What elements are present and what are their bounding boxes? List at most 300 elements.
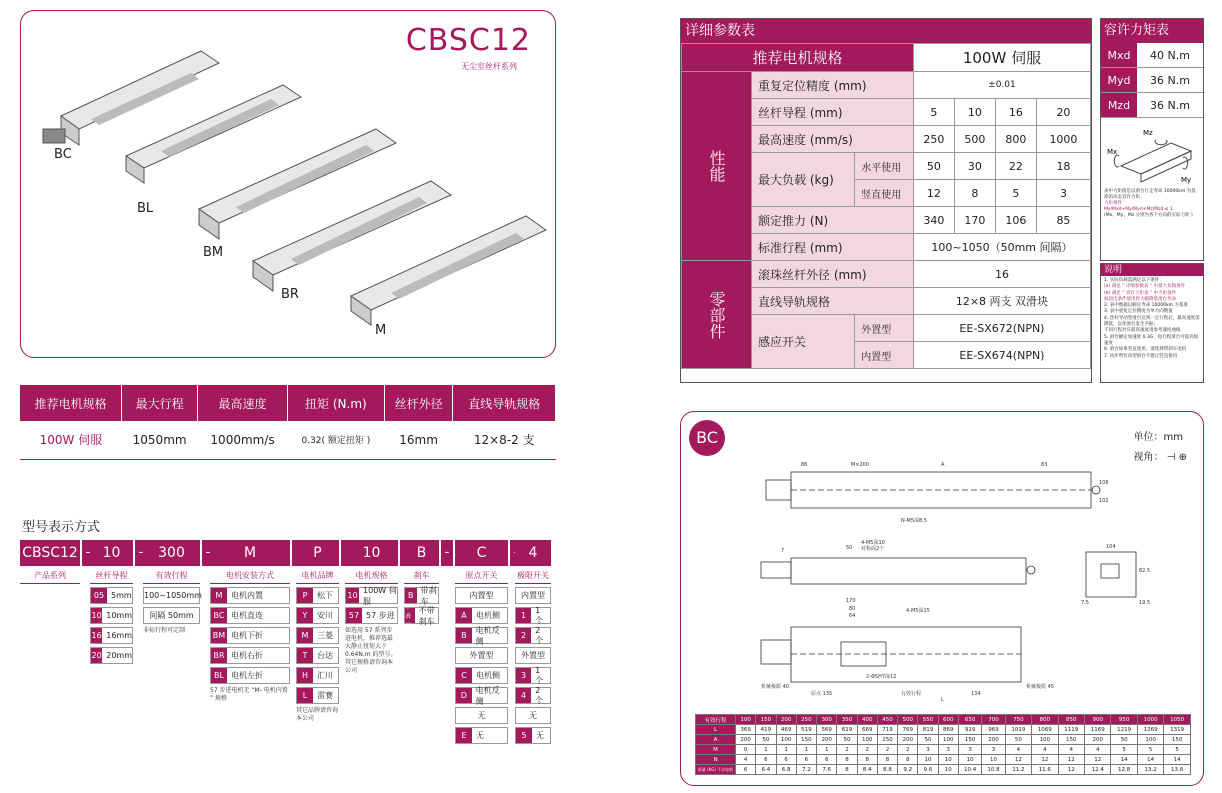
- param-label: 感应开关: [752, 315, 855, 369]
- dim-cell: 8.8: [877, 765, 897, 775]
- dim-cell: 8: [837, 755, 857, 765]
- model-subtitle: 无尘室丝杆系列: [461, 62, 517, 71]
- perf-label: 性能: [682, 72, 752, 261]
- dim-cell: 13.2: [1137, 765, 1163, 775]
- variant-label-bc: BC: [54, 147, 72, 162]
- dim-cell: 50: [756, 735, 776, 745]
- stroke-header: 100: [736, 715, 756, 725]
- option-code: T: [297, 648, 313, 663]
- dim-label: 19.5: [1139, 600, 1151, 606]
- option-code: H: [297, 668, 313, 683]
- dim-cell: 1219: [1111, 725, 1137, 735]
- dim-cell: 569: [817, 725, 837, 735]
- dim-label: N-M5深8.5: [901, 518, 927, 524]
- params-title: 详细参数表: [681, 19, 1091, 43]
- param-label: 最大负载 (kg): [752, 153, 855, 207]
- dim-cell: 14: [1164, 755, 1191, 765]
- dim-label: 7: [781, 548, 785, 554]
- dim-cell: 100: [1137, 735, 1163, 745]
- dim-cell: 12: [1005, 755, 1031, 765]
- dim-row-label: L: [696, 725, 736, 735]
- moment-title: 容许力矩表: [1101, 19, 1203, 43]
- moment-note: 表中力矩值是以滑台行走寿命 10000km 为基准的动态容许力矩。: [1104, 189, 1196, 200]
- param-sublabel: 水平使用: [855, 153, 914, 180]
- dim-label: 机械极限 40: [761, 684, 789, 690]
- dim-cell: 150: [1058, 735, 1084, 745]
- param-value: EE-SX674(NPN): [913, 342, 1090, 369]
- dim-cell: 8: [877, 755, 897, 765]
- option-value: 电机左折: [231, 671, 263, 680]
- code-option: [515, 727, 551, 744]
- dim-cell: 10.8: [982, 765, 1005, 775]
- code-option: [455, 667, 508, 684]
- option-value: 内置型: [521, 591, 545, 600]
- option-code: 5: [516, 728, 532, 743]
- stroke-header: 950: [1111, 715, 1137, 725]
- dim-cell: 7.6: [817, 765, 837, 775]
- option-code: 4: [516, 688, 531, 703]
- option-code: BR: [211, 648, 227, 663]
- variant-label-m: M: [375, 323, 387, 338]
- dim-row-label: A: [696, 735, 736, 745]
- code-option: [296, 607, 339, 624]
- code-separator: -: [441, 540, 453, 566]
- variant-label-br: BR: [281, 287, 299, 302]
- explain-item: 5. 滑台额定加速度 0.3G，短行程滑台可提高加速度: [1104, 334, 1199, 346]
- dim-cell: 0: [736, 745, 756, 755]
- dim-label: 4-M5深10: [861, 540, 885, 546]
- param-value: 8: [954, 180, 995, 207]
- dim-cell: 6.4: [756, 765, 776, 775]
- option-code: C: [456, 668, 472, 683]
- code-option: [455, 687, 508, 704]
- option-value: 电机反侧: [475, 625, 500, 646]
- stroke-header: 300: [817, 715, 837, 725]
- summary-value: 1000mm/s: [197, 421, 287, 459]
- dim-cell: 8: [898, 755, 918, 765]
- code-value: 4: [515, 540, 551, 566]
- summary-header: 推荐电机规格: [20, 385, 122, 421]
- stroke-header: 250: [796, 715, 816, 725]
- dim-cell: 50: [837, 735, 857, 745]
- moment-value: 36 N.m: [1150, 74, 1190, 87]
- option-value: 100W 伺服: [363, 585, 397, 606]
- dim-cell: 50: [1111, 735, 1137, 745]
- param-value: 170: [954, 207, 995, 234]
- code-label: 极限开关: [515, 570, 551, 584]
- model-code-title: 型号表示方式: [22, 520, 101, 535]
- code-note: 其它品牌请咨询本公司: [296, 707, 339, 722]
- dimension-table: [695, 714, 1191, 775]
- dim-cell: 8: [857, 755, 877, 765]
- dim-cell: 769: [898, 725, 918, 735]
- param-label: 额定推力 (N): [752, 207, 914, 234]
- dim-cell: 11.2: [1005, 765, 1031, 775]
- option-value: 1 个: [535, 665, 544, 685]
- dim-cell: 5: [1164, 745, 1191, 755]
- dim-cell: 6: [756, 755, 776, 765]
- param-value: 12: [913, 180, 954, 207]
- dim-cell: 669: [857, 725, 877, 735]
- option-value: 2 个: [535, 625, 544, 645]
- code-label: 产品系列: [20, 570, 80, 584]
- unit-label: 单位：mm: [1133, 432, 1183, 443]
- moment-key: Myd: [1101, 68, 1137, 92]
- summary-header: 最高速度: [197, 385, 287, 421]
- stroke-header: 900: [1085, 715, 1111, 725]
- summary-value: 0.32( 额定扭矩 ): [288, 421, 385, 459]
- option-value: 台达: [317, 651, 333, 660]
- stroke-header: 800: [1032, 715, 1058, 725]
- dim-cell: 3: [918, 745, 938, 755]
- code-value: P: [296, 540, 339, 566]
- param-label: 滚珠丝杆外径 (mm): [752, 261, 914, 288]
- code-option: [455, 727, 508, 744]
- option-value: 电机内置: [231, 591, 263, 600]
- code-option: [210, 607, 290, 624]
- stroke-header: 600: [938, 715, 958, 725]
- dim-cell: 519: [796, 725, 816, 735]
- dim-cell: 6: [736, 765, 756, 775]
- explain-item: (b) 满足 “ 容许力矩表 ” 中力矩条件: [1104, 290, 1177, 296]
- moment-row: [1101, 93, 1203, 118]
- moment-key: Mxd: [1101, 43, 1137, 67]
- param-label: 标准行程 (mm): [752, 234, 914, 261]
- dim-cell: 100: [938, 735, 958, 745]
- summary-header: 直线导轨规格: [453, 385, 556, 421]
- params-table: [681, 43, 1091, 369]
- moment-panel: [1100, 18, 1204, 261]
- stroke-header: 750: [1005, 715, 1031, 725]
- moment-key: Mzd: [1101, 93, 1137, 117]
- stroke-header: 650: [958, 715, 981, 725]
- option-value: 16mm: [106, 631, 132, 640]
- moment-note: Mx/Mxd+My/Myd+Mz/Mzd ≤ 1: [1104, 207, 1173, 212]
- drawing-card: [680, 411, 1204, 786]
- code-label: 有效行程: [143, 570, 200, 584]
- dim-cell: 8.4: [857, 765, 877, 775]
- code-option: [455, 627, 508, 644]
- dim-cell: 919: [958, 725, 981, 735]
- code-option: [296, 667, 339, 684]
- param-value: 106: [995, 207, 1036, 234]
- parts-label: 零部件: [682, 261, 752, 369]
- option-value: 电机直连: [231, 611, 263, 620]
- dim-label: 83: [1041, 462, 1048, 468]
- dim-cell: 1319: [1164, 725, 1191, 735]
- dim-cell: 14: [1137, 755, 1163, 765]
- dim-cell: 12: [1085, 755, 1111, 765]
- dim-cell: 12: [1032, 755, 1058, 765]
- option-code: E: [456, 728, 472, 743]
- option-value: 带刹车: [420, 585, 437, 606]
- stroke-header: 450: [877, 715, 897, 725]
- dim-cell: 50: [1005, 735, 1031, 745]
- explain-item: 3. 表中重复定位精度为单方向数值: [1104, 309, 1173, 315]
- option-value: 外置型: [469, 651, 494, 660]
- option-code: L: [297, 688, 313, 703]
- summary-value: 12×8-2 支: [453, 421, 556, 459]
- moment-notes: [1101, 188, 1203, 220]
- param-sublabel: 内置型: [855, 342, 914, 369]
- option-code: 10: [91, 608, 102, 623]
- dim-cell: 14: [1111, 755, 1137, 765]
- code-option: [296, 687, 339, 704]
- stroke-header: 150: [756, 715, 776, 725]
- dim-cell: 6: [776, 755, 796, 765]
- code-column: [345, 540, 398, 675]
- stroke-header: 500: [898, 715, 918, 725]
- code-value: M: [210, 540, 290, 566]
- dim-label: 7.5: [1081, 600, 1089, 606]
- param-value: EE-SX672(NPN): [913, 315, 1090, 342]
- dim-label: 4-M5深15: [906, 608, 930, 614]
- variant-label-bm: BM: [203, 245, 224, 260]
- spec-summary-table: [20, 385, 556, 460]
- option-value: 20mm: [106, 651, 132, 660]
- code-option: [455, 587, 508, 604]
- dim-cell: 150: [877, 735, 897, 745]
- moment-note: (Mx、My、Mz 分别为各个方向的实际力矩 ): [1104, 213, 1193, 218]
- option-value: 电机侧: [476, 611, 500, 620]
- option-value: 安川: [317, 611, 333, 620]
- dim-cell: 7.2: [796, 765, 816, 775]
- option-code: D: [456, 688, 472, 703]
- moment-note: 力矩条件：: [1104, 201, 1127, 206]
- dim-cell: 719: [877, 725, 897, 735]
- summary-header: 最大行程: [122, 385, 198, 421]
- code-separator: -: [202, 540, 214, 566]
- dim-cell: 4: [1058, 745, 1084, 755]
- code-column: [455, 540, 508, 744]
- param-value: 250: [913, 126, 954, 153]
- code-option: [515, 687, 551, 704]
- param-label: 直线导轨规格: [752, 288, 914, 315]
- dim-cell: 10: [958, 755, 981, 765]
- stroke-header: 1050: [1164, 715, 1191, 725]
- explain-item: (a) 满足 “ 详细参数表 ” 中最大负载条件: [1104, 284, 1186, 290]
- option-code: P: [297, 588, 313, 603]
- code-option: [143, 607, 200, 624]
- option-code: 57: [346, 608, 362, 623]
- code-column: [90, 540, 133, 664]
- summary-value: 16mm: [384, 421, 453, 459]
- dim-cell: 11.6: [1032, 765, 1058, 775]
- code-label: 电机品牌: [296, 570, 339, 584]
- dim-label: 102: [1099, 498, 1109, 504]
- option-value: 松下: [317, 591, 333, 600]
- moment-row: [1101, 68, 1203, 93]
- dim-cell: 869: [938, 725, 958, 735]
- dim-cell: 10: [982, 755, 1005, 765]
- dim-label: 机械极限 45: [1026, 684, 1054, 690]
- code-column: [20, 540, 80, 584]
- option-value: 电机反侧: [475, 685, 500, 706]
- param-value: 5: [913, 99, 954, 126]
- param-value: 5: [995, 180, 1036, 207]
- drawing-badge: BC: [689, 420, 725, 456]
- explain-item: 1. 实际负载需满足以下条件：: [1104, 278, 1164, 283]
- moment-value: 40 N.m: [1150, 49, 1190, 62]
- summary-value: 100W 伺服: [20, 421, 122, 459]
- dim-label: 原点 135: [811, 691, 833, 697]
- dim-label: 64: [849, 613, 856, 619]
- dim-cell: 2: [877, 745, 897, 755]
- code-separator: -: [135, 540, 147, 566]
- dim-cell: 200: [736, 735, 756, 745]
- param-label: 重复定位精度 (mm): [752, 72, 914, 99]
- option-value: 三菱: [317, 631, 333, 640]
- param-value: 85: [1036, 207, 1090, 234]
- dim-label: L: [941, 697, 944, 702]
- stroke-header: 350: [837, 715, 857, 725]
- dim-cell: 12.4: [1085, 765, 1111, 775]
- summary-header: 扭矩 (N.m): [288, 385, 385, 421]
- dim-cell: 1: [756, 745, 776, 755]
- option-value: 间隔 50mm: [149, 611, 194, 620]
- param-value: 100~1050（50mm 间隔）: [913, 234, 1090, 261]
- dim-cell: 1119: [1058, 725, 1084, 735]
- dim-cell: 200: [982, 735, 1005, 745]
- dim-label: 86: [801, 462, 808, 468]
- option-value: 无: [476, 731, 484, 740]
- param-value: 10: [954, 99, 995, 126]
- code-option: [296, 627, 339, 644]
- param-value: 16: [913, 261, 1090, 288]
- projection-icon: ⊣ ⊕: [1166, 452, 1187, 463]
- dim-cell: 4: [1005, 745, 1031, 755]
- option-value: 雷赛: [317, 691, 333, 700]
- moment-diagram: [1101, 118, 1203, 188]
- param-value: 16: [995, 99, 1036, 126]
- dim-cell: 1: [796, 745, 816, 755]
- dim-cell: 10: [918, 755, 938, 765]
- dim-header: 有效行程: [696, 715, 736, 725]
- code-note: 57 步进电机无 “M- 电机内置 ” 规格: [210, 687, 288, 702]
- dim-cell: 12: [1058, 755, 1084, 765]
- code-label: 原点开关: [455, 570, 508, 584]
- dim-cell: 619: [837, 725, 857, 735]
- dim-cell: 4: [736, 755, 756, 765]
- param-sublabel: 外置型: [855, 315, 914, 342]
- motor-label: 推荐电机规格: [682, 44, 914, 72]
- dim-cell: 9.6: [918, 765, 938, 775]
- summary-header: 丝杆外径: [384, 385, 453, 421]
- option-code: M: [297, 628, 313, 643]
- option-value: 2 个: [535, 685, 544, 705]
- dim-label: 80: [849, 606, 856, 612]
- product-card: [20, 10, 556, 358]
- dim-cell: 1169: [1085, 725, 1111, 735]
- dim-cell: 2: [857, 745, 877, 755]
- dim-cell: 5: [1111, 745, 1137, 755]
- option-code: 16: [91, 628, 102, 643]
- option-value: 电机下折: [231, 631, 263, 640]
- dim-cell: 50: [918, 735, 938, 745]
- code-column: [143, 540, 200, 635]
- dim-cell: 3: [982, 745, 1005, 755]
- option-code: 20: [91, 648, 102, 663]
- code-note: 非标行程可定制: [143, 627, 186, 634]
- dim-cell: 12.8: [1111, 765, 1137, 775]
- option-code: 2: [516, 628, 531, 643]
- code-option: [345, 607, 398, 624]
- explain-item: 7. 同步带传动型滑台不建议竖直使用: [1104, 353, 1178, 359]
- code-option: [296, 587, 339, 604]
- option-value: 电机右折: [231, 651, 263, 660]
- axis-label: Mz: [1143, 129, 1153, 137]
- param-label: 最高速度 (mm/s): [752, 126, 914, 153]
- explain-item: 如超出条件使用将大幅降低滑台寿命: [1104, 296, 1176, 302]
- dim-cell: 819: [918, 725, 938, 735]
- code-value: B: [404, 540, 439, 566]
- param-value: 22: [995, 153, 1036, 180]
- code-label: 刹车: [404, 570, 439, 584]
- dim-cell: 969: [982, 725, 1005, 735]
- dim-row-label: 质量 (KG) 不含电机: [696, 765, 736, 775]
- option-value: 内置型: [469, 591, 494, 600]
- code-label: 电机安装方式: [210, 570, 290, 584]
- option-value: 不带刹车: [418, 605, 435, 626]
- dim-label: 2-Φ5H7深12: [866, 674, 897, 680]
- moment-value: 36 N.m: [1150, 99, 1190, 112]
- motor-value: 100W 伺服: [913, 44, 1090, 72]
- axis-label: My: [1181, 176, 1192, 184]
- dim-cell: 150: [958, 735, 981, 745]
- dim-label: A: [941, 462, 945, 468]
- dim-cell: 2: [898, 745, 918, 755]
- code-option: [90, 647, 133, 664]
- code-option: [455, 647, 508, 664]
- code-option: [90, 607, 133, 624]
- dim-cell: 369: [736, 725, 756, 735]
- code-option: [515, 647, 551, 664]
- dim-cell: 200: [898, 735, 918, 745]
- product-images: [21, 11, 557, 359]
- code-option: [455, 607, 508, 624]
- param-label: 丝杆导程 (mm): [752, 99, 914, 126]
- explain-title: 说明: [1101, 264, 1203, 276]
- stroke-header: 400: [857, 715, 877, 725]
- code-option: [515, 587, 551, 604]
- stroke-header: 1000: [1137, 715, 1163, 725]
- dim-label: 108: [1099, 480, 1109, 486]
- dim-label: 对称面2个: [861, 546, 885, 552]
- explain-item: 6. 滑台如果竖直使用，请选择带刹车电机: [1104, 347, 1187, 353]
- dim-cell: 2: [837, 745, 857, 755]
- dim-cell: 10: [938, 755, 958, 765]
- code-option: [515, 667, 551, 684]
- axis-label: Mx: [1107, 148, 1118, 156]
- code-option: [515, 627, 551, 644]
- dim-cell: 1: [776, 745, 796, 755]
- option-value: 10mm: [106, 611, 132, 620]
- dim-cell: 200: [1085, 735, 1111, 745]
- dim-cell: 12: [1058, 765, 1084, 775]
- param-value: 800: [995, 126, 1036, 153]
- code-option: [210, 647, 290, 664]
- code-option: [296, 647, 339, 664]
- option-code: BL: [211, 668, 227, 683]
- dim-label: 104: [1106, 544, 1116, 550]
- option-code: A: [456, 608, 472, 623]
- code-value: 300: [143, 540, 200, 566]
- code-value: CBSC12: [20, 540, 80, 566]
- option-value: 5mm: [111, 591, 132, 600]
- explain-item: 不同行程对应最高速度请参考速度曲线: [1104, 328, 1181, 334]
- code-column: [515, 540, 551, 744]
- dim-cell: 1: [817, 745, 837, 755]
